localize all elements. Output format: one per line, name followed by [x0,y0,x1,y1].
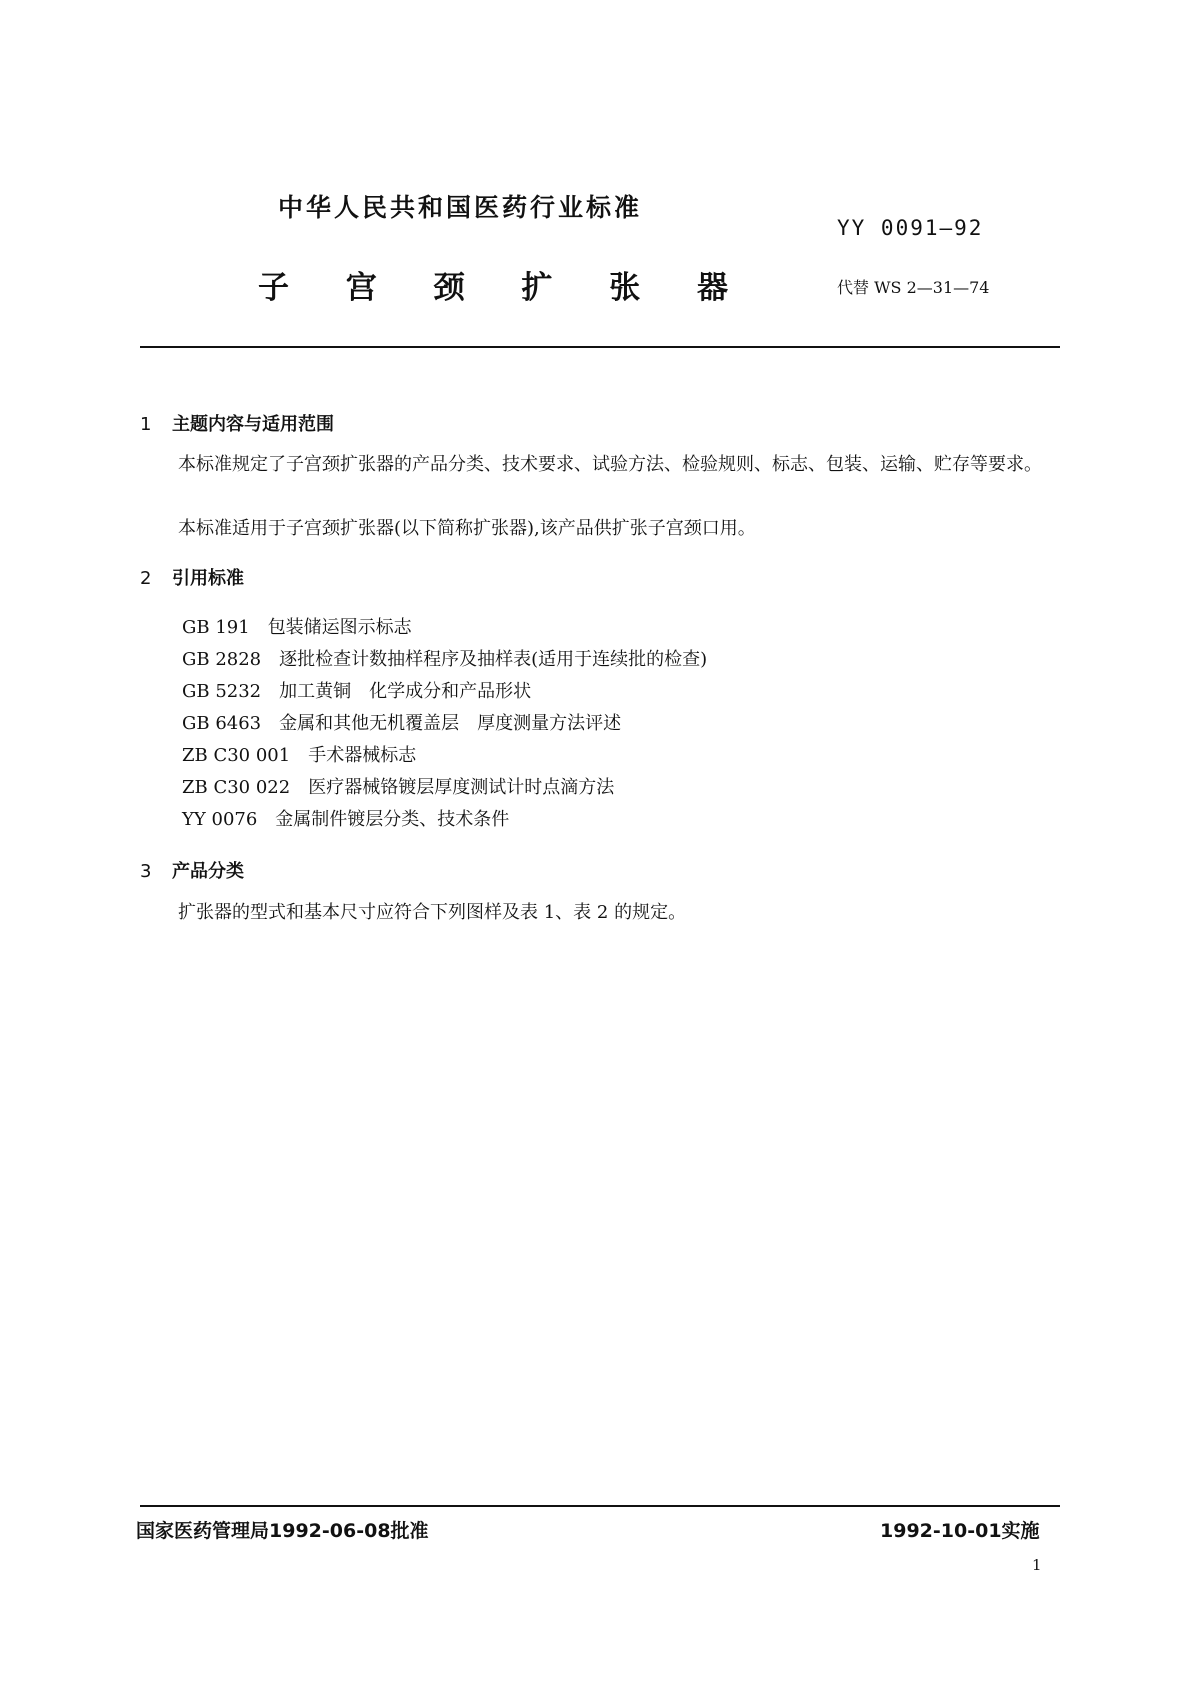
reference-code: GB 2828 [182,649,262,670]
paragraph-text: 扩张器的型式和基本尺寸应符合下列图样及表 1、表 2 的规定。 [178,902,687,923]
paragraph [140,449,1060,481]
reference-code: ZB C30 022 [182,777,291,798]
approval-date: 国家医药管理局1992-06-08批准 [136,1520,429,1542]
reference-title: 逐批检查计数抽样程序及抽样表(适用于连续批的检查) [279,649,708,670]
reference-title: 医疗器械铬镀层厚度测试计时点滴方法 [308,777,615,798]
document-title-char: 子 [258,270,289,306]
reference-item [182,805,509,831]
standard-title: 中华人民共和国医药行业标准 [278,193,643,222]
reference-code: YY 0076 [182,809,258,830]
reference-title: 金属和其他无机覆盖层 厚度测量方法评述 [279,713,622,734]
section-title: 引用标准 [172,568,244,589]
reference-item [182,741,416,767]
reference-title: 加工黄铜 化学成分和产品形状 [279,681,532,702]
document-title-char: 张 [609,270,641,306]
standard-number: YY 0091—92 [837,216,984,240]
document-title-char: 扩 [521,270,553,306]
reference-code: ZB C30 001 [182,745,291,766]
reference-item [182,709,621,735]
reference-item [182,613,412,639]
reference-code: GB 191 [182,617,250,638]
section-number: 1 [140,414,152,435]
reference-title: 金属制件镀层分类、技术条件 [275,809,510,830]
document-title-char: 颈 [433,270,465,306]
section-title: 产品分类 [172,861,244,882]
section-heading [140,857,244,883]
section-number: 2 [140,568,152,589]
reference-item [182,773,614,799]
document-title-char: 宫 [345,270,377,306]
document-title [258,262,728,307]
section-heading [140,410,334,436]
reference-code: GB 6463 [182,713,262,734]
paragraph [140,513,1060,545]
header-divider [140,346,1060,348]
page-number: 1 [1032,1556,1042,1574]
effective-date: 1992-10-01实施 [880,1520,1040,1542]
paragraph-text: 本标准规定了子宫颈扩张器的产品分类、技术要求、试验方法、检验规则、标志、包装、运输、贮存等要求。 [178,454,1042,475]
document-title-char: 器 [696,270,728,306]
reference-title: 包装储运图示标志 [267,617,412,638]
replaces-note: 代替 WS 2—31—74 [837,278,990,297]
section-number: 3 [140,861,152,882]
section-heading [140,564,244,590]
section-title: 主题内容与适用范围 [172,414,334,435]
paragraph-text: 本标准适用于子宫颈扩张器(以下简称扩张器),该产品供扩张子宫颈口用。 [178,518,756,539]
reference-item [182,677,531,703]
paragraph [178,897,1038,929]
reference-title: 手术器械标志 [308,745,417,766]
reference-item [182,645,707,671]
reference-code: GB 5232 [182,681,262,702]
footer-divider [140,1505,1060,1507]
